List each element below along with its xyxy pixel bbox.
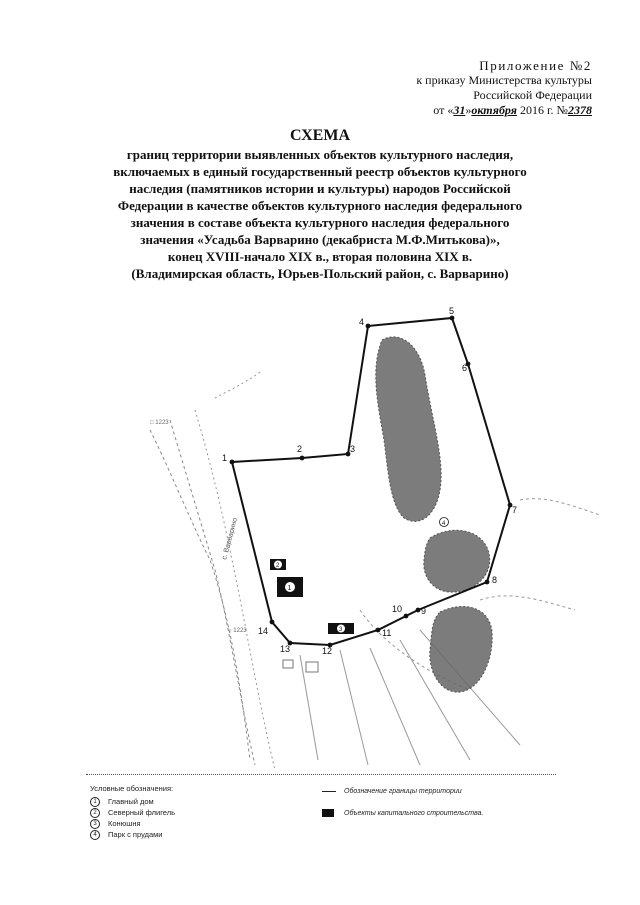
heading-line: границ территории выявленных объектов культурного наследия, [126,147,514,162]
point-label: 8 [492,575,498,585]
boundary-point [270,620,275,625]
date-month: октября [471,103,517,117]
point-label: 6 [462,363,468,373]
construction-swatch [322,809,334,817]
object-number: 1 [287,585,292,592]
date-mid: » [465,103,472,117]
legend-number: 2 [90,808,100,818]
boundary-point [366,324,371,329]
point-label: 2 [297,444,303,454]
legend-item [90,818,175,829]
svg-text:○ 1223: ○ 1223 [228,628,247,634]
legend-item [90,829,175,840]
heading-line: значения в составе объекта культурного наследия федерального [130,215,510,230]
legend-construction [322,806,483,820]
heritage-objects [270,518,449,673]
heading-line: конец XVIII-начало XIX в., вторая половина XIX в. [167,249,473,264]
road-label: с. Варварино [221,517,240,561]
point-label: 11 [382,628,392,638]
order-number: 2378 [568,103,592,117]
point-label: 7 [512,505,518,515]
heading-line: Федерации в качестве объектов культурного наследия федерального [117,198,523,213]
ponds [376,337,492,692]
legend-item [90,796,175,807]
attachment-title: Приложение №2 [479,58,592,73]
building-outline [306,662,318,672]
scheme-title: СХЕМА [289,127,351,144]
legend-number: 1 [90,797,100,807]
territory-boundary [232,318,510,645]
boundary-point [450,316,455,321]
date-day: 31 [453,103,466,117]
point-label: 10 [392,604,403,614]
heading-line: наследия (памятников истории и культуры) народов Российской [129,181,511,196]
legend-boundary-label: Обозначение границы территории [344,787,462,795]
object-number: 3 [339,627,343,633]
map-background [150,372,600,770]
point-label: 13 [280,644,291,654]
legend-label: Конюшня [108,819,141,828]
boundary-point [300,456,305,461]
heading-line: (Владимирская область, Юрьев-Польский район, с. Варварино) [131,266,509,281]
legend-item [90,807,175,818]
point-label: 1 [222,453,228,463]
attachment-line2: Российской Федерации [473,88,592,102]
legend-number: 4 [90,830,100,840]
boundary-point [376,628,381,633]
boundary-point [230,460,235,465]
boundary-point [416,608,421,613]
date-prefix: от « [433,103,454,117]
legend-label: Главный дом [108,797,154,806]
point-label: 12 [322,646,333,656]
heading-line: значения «Усадьба Варварино (декабриста М.Ф.Митькова)», [140,232,500,247]
attachment-line1: к приказу Министерства культуры [416,73,592,87]
point-label: 4 [359,317,365,327]
legend-symbols [322,784,483,828]
point-label: 14 [258,626,269,636]
legend-construction-label: Объекты капитального строительства. [344,809,484,817]
legend [90,784,175,840]
boundary-point [485,580,490,585]
legend-number: 3 [90,819,100,829]
legend-divider [86,774,556,775]
boundary-points [222,306,517,656]
boundary-line-swatch [322,791,336,792]
object-number: 4 [442,521,446,527]
date-year: 2016 г. № [519,103,568,117]
object-number: 2 [276,563,280,569]
svg-text:□ 1223: □ 1223 [150,420,169,426]
building-outline [283,660,293,668]
boundary-point [404,614,409,619]
legend-boundary [322,784,483,798]
point-label: 9 [421,606,427,616]
point-label: 3 [350,444,356,454]
point-label: 5 [449,306,455,316]
legend-label: Северный флигель [108,808,175,817]
legend-title: Условные обозначения: [90,784,174,793]
legend-label: Парк с прудами [108,830,163,839]
heading-line: включаемых в единый государственный реестр объектов культурного [113,164,527,179]
